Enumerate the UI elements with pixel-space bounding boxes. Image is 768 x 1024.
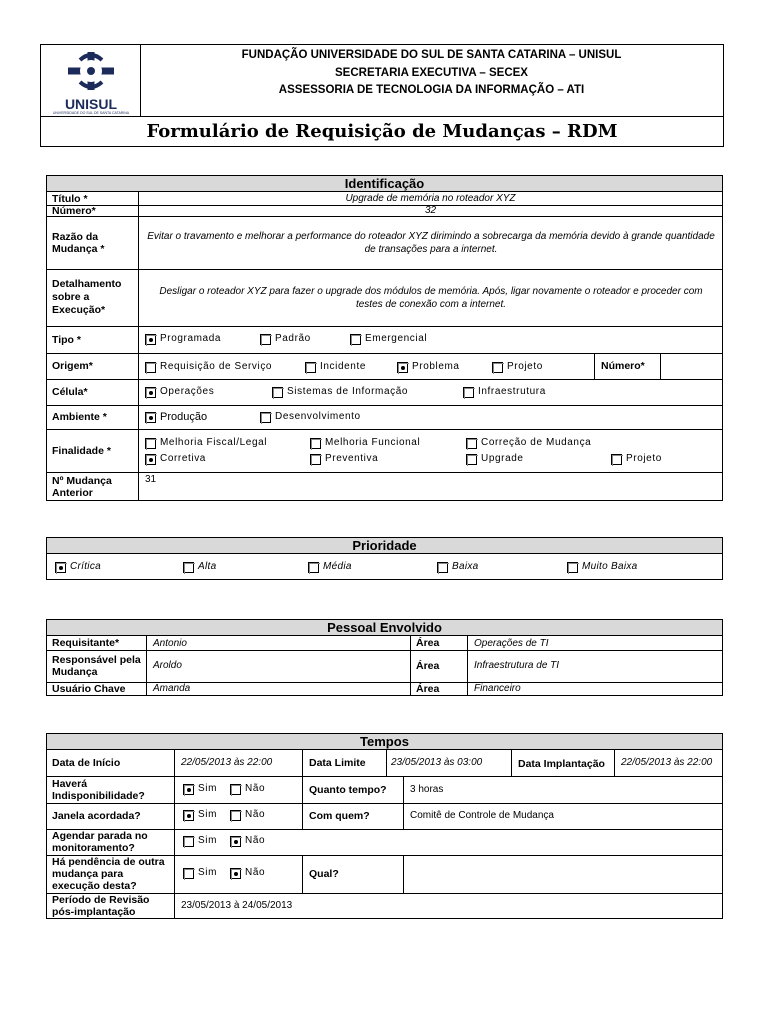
radio-icon (308, 562, 319, 573)
indisponibilidade-nao[interactable]: Não (230, 783, 265, 795)
usuario-chave-area-label: Área (416, 683, 440, 695)
radio-icon (230, 836, 241, 847)
finalidade-option-corretiva[interactable]: Corretiva (145, 453, 206, 465)
org-line-3: ASSESSORIA DE TECNOLOGIA DA INFORMAÇÃO – ATI (278, 84, 585, 96)
requisitante-value[interactable]: Antonio (153, 638, 187, 649)
titulo-value[interactable]: Upgrade de memória no roteador XYZ (345, 192, 516, 204)
requisitante-label: Requisitante* (52, 637, 120, 649)
finalidade-option-projeto[interactable]: Projeto (611, 453, 662, 465)
logo-icon (46, 48, 136, 94)
finalidade-option-correcao[interactable]: Correção de Mudança (466, 437, 591, 449)
origem-numero-value[interactable] (662, 353, 722, 379)
tipo-option-padrao[interactable]: Padrão (260, 333, 311, 345)
radio-icon (55, 562, 66, 573)
radio-icon (145, 334, 156, 345)
indisponibilidade-sim[interactable]: Sim (183, 783, 217, 795)
titulo-label: Título * (52, 192, 88, 205)
logo-text: UNISUL (64, 96, 118, 112)
form-title: Formulário de Requisição de Mudanças – RDM (146, 121, 618, 142)
radio-icon (183, 562, 194, 573)
data-limite-value[interactable]: 23/05/2013 às 03:00 (391, 757, 483, 768)
org-line-1: FUNDAÇÃO UNIVERSIDADE DO SUL DE SANTA CATARINA – UNISUL (241, 49, 622, 61)
identificacao-title: Identificação (47, 176, 722, 192)
responsavel-area-value[interactable]: Infraestrutura de TI (474, 660, 560, 671)
responsavel-value[interactable]: Aroldo (153, 660, 182, 671)
finalidade-option-preventiva[interactable]: Preventiva (310, 453, 378, 465)
unisul-logo (46, 48, 136, 114)
quanto-tempo-value[interactable]: 3 horas (410, 783, 444, 795)
pendencia-label: Há pendência de outra mudança para execução desta? (52, 856, 165, 892)
radio-icon (466, 438, 477, 449)
numero-label: Número* (52, 204, 96, 217)
mudanca-anterior-label: Nº Mudança Anterior (52, 474, 112, 499)
radio-icon (260, 334, 271, 345)
ambiente-label: Ambiente * (52, 411, 107, 423)
data-limite-label: Data Limite (309, 757, 366, 769)
periodo-revisao-label: Período de Revisão pós-implantação (52, 894, 150, 918)
prioridade-option-muito-baixa[interactable]: Muito Baixa (567, 561, 638, 573)
radio-icon (260, 412, 271, 423)
prioridade-title: Prioridade (47, 538, 722, 554)
prioridade-option-media[interactable]: Média (308, 561, 352, 573)
radio-icon (183, 784, 194, 795)
radio-icon (397, 362, 408, 373)
radio-icon (145, 438, 156, 449)
tempos-title: Tempos (47, 734, 722, 750)
razao-label: Razão da Mudança * (52, 230, 105, 255)
logo-subtext: UNIVERSIDADE DO SUL DE SANTA CATARINA (52, 111, 130, 115)
requisitante-area-value[interactable]: Operações de TI (474, 638, 549, 649)
radio-icon (183, 836, 194, 847)
ambiente-option-producao[interactable]: Produção (145, 411, 207, 423)
janela-sim[interactable]: Sim (183, 809, 217, 821)
celula-option-infraestrutura[interactable]: Infraestrutura (463, 386, 546, 398)
radio-icon (272, 387, 283, 398)
origem-label: Origem* (52, 360, 93, 372)
finalidade-option-melhoria-funcional[interactable]: Melhoria Funcional (310, 437, 420, 449)
finalidade-option-upgrade[interactable]: Upgrade (466, 453, 524, 465)
pessoal-title: Pessoal Envolvido (47, 620, 722, 636)
com-quem-value[interactable]: Comitê de Controle de Mudança (410, 810, 554, 821)
radio-icon (437, 562, 448, 573)
radio-icon (230, 784, 241, 795)
origem-option-incidente[interactable]: Incidente (305, 361, 366, 373)
celula-option-sistemas[interactable]: Sistemas de Informação (272, 386, 408, 398)
radio-icon (310, 454, 321, 465)
radio-icon (350, 334, 361, 345)
pendencia-sim[interactable]: Sim (183, 867, 217, 879)
agendar-parada-label: Agendar parada no monitoramento? (52, 830, 148, 854)
radio-icon (145, 412, 156, 423)
radio-icon (145, 362, 156, 373)
org-line-2: SECRETARIA EXECUTIVA – SECEX (335, 67, 528, 79)
radio-icon (230, 868, 241, 879)
origem-option-problema[interactable]: Problema (397, 361, 460, 373)
agendar-nao[interactable]: Não (230, 835, 265, 847)
finalidade-option-melhoria-fiscal[interactable]: Melhoria Fiscal/Legal (145, 437, 267, 449)
origem-option-requisicao[interactable]: Requisição de Serviço (145, 361, 272, 373)
radio-icon (305, 362, 316, 373)
usuario-chave-value[interactable]: Amanda (153, 683, 191, 694)
radio-icon (230, 810, 241, 821)
usuario-chave-label: Usuário Chave (52, 683, 126, 695)
indisponibilidade-label: Haverá Indisponibilidade? (52, 777, 145, 802)
radio-icon (492, 362, 503, 373)
razao-value[interactable]: Evitar o travamento e melhorar a performance do roteador XYZ dirimindo a sobrecarga da memória devido à grande quantidade de transações para a internet. (147, 230, 715, 255)
periodo-revisao-value[interactable]: 23/05/2013 à 24/05/2013 (181, 900, 293, 911)
com-quem-label: Com quem? (309, 810, 370, 822)
detalhamento-value[interactable]: Desligar o roteador XYZ para fazer o upgrade dos módulos de memória. Após, ligar novamente o roteador e proceder com testes de conexão com a internet. (159, 285, 703, 310)
data-inicio-value[interactable]: 22/05/2013 às 22:00 (181, 757, 273, 768)
radio-icon (145, 387, 156, 398)
tipo-label: Tipo * (52, 333, 81, 346)
requisitante-area-label: Área (416, 637, 440, 649)
tipo-option-programada[interactable]: Programada (145, 333, 221, 345)
radio-icon (567, 562, 578, 573)
radio-icon (463, 387, 474, 398)
origem-option-projeto[interactable]: Projeto (492, 361, 543, 373)
mudanca-anterior-value[interactable]: 31 (145, 474, 157, 485)
finalidade-label: Finalidade * (52, 444, 111, 457)
radio-icon (183, 868, 194, 879)
numero-value[interactable]: 32 (424, 204, 437, 216)
qual-value[interactable] (410, 855, 710, 893)
radio-icon (145, 454, 156, 465)
radio-icon (466, 454, 477, 465)
qual-label: Qual? (309, 868, 339, 880)
radio-icon (183, 810, 194, 821)
janela-acordada-label: Janela acordada? (52, 810, 141, 822)
radio-icon (611, 454, 622, 465)
detalhamento-label: Detalhamento sobre a Execução* (52, 278, 122, 316)
agendar-sim[interactable]: Sim (183, 835, 217, 847)
celula-label: Célula* (52, 386, 88, 398)
data-implantacao-label: Data Implantação (518, 757, 605, 770)
tipo-option-emergencial[interactable]: Emergencial (350, 333, 427, 345)
ambiente-option-desenvolvimento[interactable]: Desenvolvimento (260, 411, 361, 423)
responsavel-label: Responsável pela Mudança (52, 654, 141, 678)
prioridade-option-alta[interactable]: Alta (183, 561, 216, 573)
prioridade-option-baixa[interactable]: Baixa (437, 561, 479, 573)
prioridade-option-critica[interactable]: Crítica (55, 561, 101, 573)
data-implantacao-value[interactable]: 22/05/2013 às 22:00 (621, 757, 713, 768)
pendencia-nao[interactable]: Não (230, 867, 265, 879)
responsavel-area-label: Área (416, 660, 440, 672)
celula-option-operacoes[interactable]: Operações (145, 386, 214, 398)
usuario-chave-area-value[interactable]: Financeiro (474, 683, 521, 694)
radio-icon (310, 438, 321, 449)
origem-numero-label: Número* (601, 360, 645, 372)
janela-nao[interactable]: Não (230, 809, 265, 821)
quanto-tempo-label: Quanto tempo? (309, 783, 387, 796)
data-inicio-label: Data de Início (52, 757, 121, 769)
